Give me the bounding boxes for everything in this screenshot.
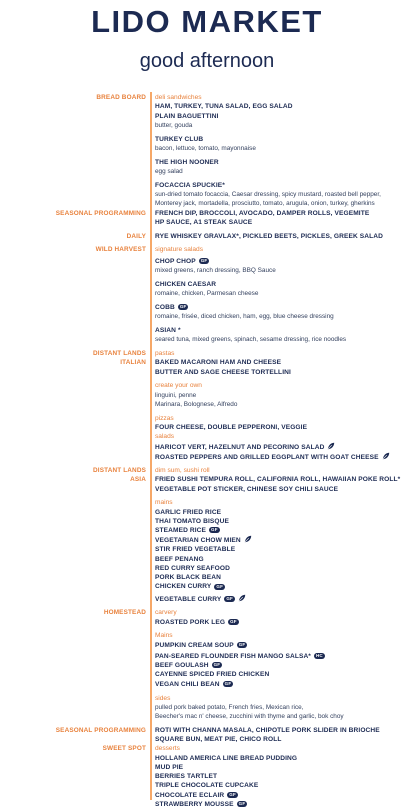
menu-list xyxy=(0,93,414,809)
category-heading xyxy=(155,414,406,423)
dietary-badge-icon: GF xyxy=(211,527,218,533)
category-heading xyxy=(155,432,406,441)
entry-text: BAKED MACARONI HAM AND CHEESE xyxy=(155,359,282,367)
menu-item xyxy=(155,112,406,121)
entry-text: desserts xyxy=(155,745,180,753)
entry-text: CHOCOLATE ECLAIR xyxy=(155,791,225,799)
item-description xyxy=(155,391,406,400)
menu-item xyxy=(155,754,406,763)
category-heading xyxy=(155,93,406,102)
vegetarian-leaf-icon xyxy=(238,594,246,604)
entry-text: romaine, chicken, Parmesan cheese xyxy=(155,290,259,298)
category-heading xyxy=(155,631,406,640)
section-label xyxy=(0,349,146,466)
brand-title: LIDO MARKET xyxy=(91,4,323,39)
menu-item xyxy=(155,452,406,462)
menu-item xyxy=(155,545,406,554)
category-heading xyxy=(155,245,406,254)
section-label xyxy=(0,608,146,726)
dietary-badge-icon: GF xyxy=(179,304,187,310)
section-label-text: SEASONAL PROGRAMMING xyxy=(55,726,146,734)
section-label-text: HOMESTEAD xyxy=(103,609,146,617)
section-sublabel-text: ITALIAN xyxy=(120,359,146,367)
dietary-badge-icon: HC xyxy=(315,653,323,659)
entry-text: signature salads xyxy=(155,246,204,254)
menu-item xyxy=(155,102,406,111)
dietary-badge-icon: GF xyxy=(224,680,232,686)
entry-text: BEEF GOULASH xyxy=(155,662,209,670)
menu-item xyxy=(155,582,406,591)
menu-item xyxy=(155,209,406,218)
entry-text: seared tuna, mixed greens, spinach, sesame dressing, rice noodles xyxy=(155,336,347,344)
entry-text: BEEF PENANG xyxy=(155,555,204,563)
menu-item xyxy=(155,772,406,781)
entry-text: TRIPLE CHOCOLATE CUPCAKE xyxy=(155,782,259,790)
vegetarian-leaf-icon xyxy=(327,442,335,452)
menu-item xyxy=(155,661,406,670)
entry-text: ROTI WITH CHANNA MASALA, CHIPOTLE PORK SLIDER IN BRIOCHE xyxy=(155,726,380,734)
section-label-text: DAILY xyxy=(126,232,146,240)
entry-text: FOCACCIA SPUCKIE* xyxy=(155,181,225,189)
greeting: good afternoon xyxy=(139,50,275,72)
menu-item xyxy=(155,618,406,627)
entry-text: COBB xyxy=(155,303,175,311)
menu-item xyxy=(155,670,406,679)
entry-text: ASIAN * xyxy=(155,327,181,334)
dietary-badge-icon: GF xyxy=(238,641,246,647)
dietary-badge-icon: GF xyxy=(200,257,208,263)
menu-item xyxy=(155,257,406,266)
menu-item xyxy=(155,442,406,452)
entry-text: VEGETABLE CURRY xyxy=(155,595,222,603)
entry-text: TURKEY CLUB xyxy=(155,135,204,143)
section-label-text: DISTANT LANDS xyxy=(93,350,146,358)
menu-section xyxy=(0,245,414,349)
entry-text: create your own xyxy=(155,382,202,390)
section-items xyxy=(146,744,414,809)
menu-section xyxy=(0,349,414,466)
menu-item xyxy=(155,358,406,367)
menu-item xyxy=(155,680,406,689)
section-label xyxy=(0,744,146,809)
menu-item xyxy=(155,475,406,484)
menu-item xyxy=(155,508,406,517)
item-description xyxy=(155,266,406,275)
menu-item xyxy=(155,726,406,735)
item-description xyxy=(155,712,406,721)
section-label xyxy=(0,209,146,232)
entry-text: RYE WHISKEY GRAVLAX*, PICKLED BEETS, PICKLES, GREEK SALAD xyxy=(155,232,383,240)
section-items xyxy=(146,93,414,209)
item-description xyxy=(155,289,406,298)
entry-text: CHOP CHOP xyxy=(155,257,196,265)
menu-section xyxy=(0,744,414,809)
entry-text: mixed greens, ranch dressing, BBQ Sauce xyxy=(155,266,276,274)
entry-text: STIR FRIED VEGETABLE xyxy=(155,546,236,554)
entry-text: CHICKEN CURRY xyxy=(155,583,212,591)
section-items xyxy=(146,209,414,232)
category-heading xyxy=(155,349,406,358)
entry-text: RED CURRY SEAFOOD xyxy=(155,564,230,572)
category-heading xyxy=(155,466,406,475)
entry-text: HARICOT VERT, HAZELNUT AND PECORINO SALAD xyxy=(155,443,325,451)
entry-text: GARLIC FRIED RICE xyxy=(155,508,222,516)
section-label xyxy=(0,466,146,608)
entry-text: PUMPKIN CREAM SOUP xyxy=(155,641,234,649)
menu-section xyxy=(0,209,414,232)
entry-text: HP SAUCE, A1 STEAK SAUCE xyxy=(155,218,253,226)
section-sublabel-text: ASIA xyxy=(130,476,146,484)
item-description xyxy=(155,400,406,409)
menu-item xyxy=(155,555,406,564)
menu-item xyxy=(155,800,406,809)
entry-text: butter, gouda xyxy=(155,121,193,129)
entry-text: ROASTED PEPPERS AND GRILLED EGGPLANT WITH GOAT CHEESE xyxy=(155,453,379,461)
entry-text: FOUR CHEESE, DOUBLE PEPPERONI, VEGGIE xyxy=(155,424,308,432)
section-label-text: BREAD BOARD xyxy=(96,94,146,101)
menu-item xyxy=(155,594,406,604)
menu-item xyxy=(155,652,406,661)
section-label-text: WILD HARVEST xyxy=(95,246,146,254)
dietary-badge-icon: GF xyxy=(230,618,237,624)
entry-text: pastas xyxy=(155,350,175,358)
menu-item xyxy=(155,232,406,241)
dietary-badge-icon: GF xyxy=(226,595,233,601)
section-label xyxy=(0,245,146,349)
entry-text: VEGAN CHILI BEAN xyxy=(155,680,220,688)
vegetarian-leaf-icon xyxy=(244,535,252,545)
section-label xyxy=(0,726,146,745)
menu-section xyxy=(0,726,414,745)
section-items xyxy=(146,726,414,745)
menu-item xyxy=(155,218,406,227)
entry-text: FRIED SUSHI TEMPURA ROLL, CALIFORNIA ROLL, HAWAIIAN POKE ROLL* xyxy=(155,476,401,484)
entry-text: bacon, lettuce, tomato, mayonnaise xyxy=(155,144,256,152)
category-heading xyxy=(155,498,406,507)
entry-text: THE HIGH NOONER xyxy=(155,158,219,166)
menu-item xyxy=(155,791,406,800)
section-label-text: SWEET SPOT xyxy=(102,745,146,753)
menu-item xyxy=(155,573,406,582)
item-description xyxy=(155,144,406,153)
entry-text: BERRIES TARTLET xyxy=(155,773,218,781)
entry-text: Marinara, Bolognese, Alfredo xyxy=(155,400,238,408)
section-items xyxy=(146,232,414,246)
section-label xyxy=(0,93,146,209)
entry-text: deli sandwiches xyxy=(155,94,202,101)
entry-text: CAYENNE SPICED FRIED CHICKEN xyxy=(155,671,270,679)
menu-item xyxy=(155,641,406,650)
menu-section xyxy=(0,232,414,246)
section-items xyxy=(146,245,414,349)
section-label xyxy=(0,232,146,246)
entry-text: VEGETARIAN CHOW MIEN xyxy=(155,537,241,545)
dietary-badge-icon: GF xyxy=(216,583,224,589)
entry-text: egg salad xyxy=(155,167,183,175)
entry-text: linguini, penne xyxy=(155,391,197,399)
entry-text: SQUARE BUN, MEAT PIE, CHICO ROLL xyxy=(155,736,282,744)
menu-item xyxy=(155,564,406,573)
entry-text: BUTTER AND SAGE CHEESE TORTELLINI xyxy=(155,368,291,376)
menu-item xyxy=(155,526,406,535)
section-items xyxy=(146,608,414,726)
entry-text: THAI TOMATO BISQUE xyxy=(155,517,229,525)
section-items xyxy=(146,349,414,466)
menu-item xyxy=(155,326,406,335)
entry-text: VEGETABLE POT STICKER, CHINESE SOY CHILI SAUCE xyxy=(155,485,339,493)
dietary-badge-icon: GF xyxy=(213,662,221,668)
entry-text: pizzas xyxy=(155,414,174,422)
menu-item xyxy=(155,781,406,790)
vegetarian-leaf-icon xyxy=(382,452,390,462)
item-description xyxy=(155,167,406,176)
entry-text: Mains xyxy=(155,632,173,640)
entry-text: PORK BLACK BEAN xyxy=(155,574,221,582)
entry-text: pulled pork baked potato, French fries, Mexican rice, xyxy=(155,703,304,711)
item-description xyxy=(155,190,406,209)
item-description xyxy=(155,703,406,712)
entry-text: carvery xyxy=(155,609,177,617)
item-description xyxy=(155,121,406,130)
dietary-badge-icon: GF xyxy=(238,801,246,807)
entry-text: FRENCH DIP, BROCCOLI, AVOCADO, DAMPER ROLLS, VEGEMITE xyxy=(155,209,370,217)
menu-item xyxy=(155,763,406,772)
entry-text: PLAIN BAGUETTINI xyxy=(155,112,219,120)
menu-section xyxy=(0,608,414,726)
category-heading xyxy=(155,381,406,390)
menu-section xyxy=(0,466,414,608)
menu-section xyxy=(0,93,414,209)
menu-item xyxy=(155,535,406,545)
menu-item xyxy=(155,735,406,744)
menu-item xyxy=(155,485,406,494)
entry-text: STRAWBERRY MOUSSE xyxy=(155,800,234,808)
entry-text: mains xyxy=(155,499,173,507)
item-description xyxy=(155,312,406,321)
entry-text: PAN-SEARED FLOUNDER FISH MANGO SALSA* xyxy=(155,652,311,660)
entry-text: MUD PIE xyxy=(155,763,184,771)
category-heading xyxy=(155,694,406,703)
entry-text: sides xyxy=(155,694,171,702)
entry-text: HAM, TURKEY, TUNA SALAD, EGG SALAD xyxy=(155,103,293,111)
entry-text: CHICKEN CAESAR xyxy=(155,280,217,288)
entry-text: Beecher's mac n' cheese, zucchini with thyme and garlic, bok choy xyxy=(155,713,344,720)
dietary-badge-icon: GF xyxy=(229,791,236,797)
entry-text: sun-dried tomato focaccia, Caesar dressing, spicy mustard, roasted bell pepper, Monterey jack, mortadella, prosciutto, tomato, arugula, onion, turkey, gherkins xyxy=(155,191,381,208)
category-heading xyxy=(155,744,406,753)
section-items xyxy=(146,466,414,608)
entry-text: romaine, frisée, diced chicken, ham, egg, blue cheese dressing xyxy=(155,313,334,321)
menu-item xyxy=(155,517,406,526)
entry-text: dim sum, sushi roll xyxy=(155,467,210,475)
category-heading xyxy=(155,608,406,617)
section-label-text: SEASONAL PROGRAMMING xyxy=(55,209,146,217)
item-description xyxy=(155,335,406,344)
entry-text: salads xyxy=(155,433,175,441)
menu-item xyxy=(155,135,406,144)
menu-item xyxy=(155,423,406,432)
entry-text: HOLLAND AMERICA LINE BREAD PUDDING xyxy=(155,754,298,762)
menu-item xyxy=(155,181,406,190)
menu-item xyxy=(155,368,406,377)
section-label-text: DISTANT LANDS xyxy=(93,467,146,475)
entry-text: ROASTED PORK LEG xyxy=(155,618,226,626)
menu-item xyxy=(155,303,406,312)
menu-item xyxy=(155,280,406,289)
entry-text: STEAMED RICE xyxy=(155,527,207,535)
menu-item xyxy=(155,158,406,167)
